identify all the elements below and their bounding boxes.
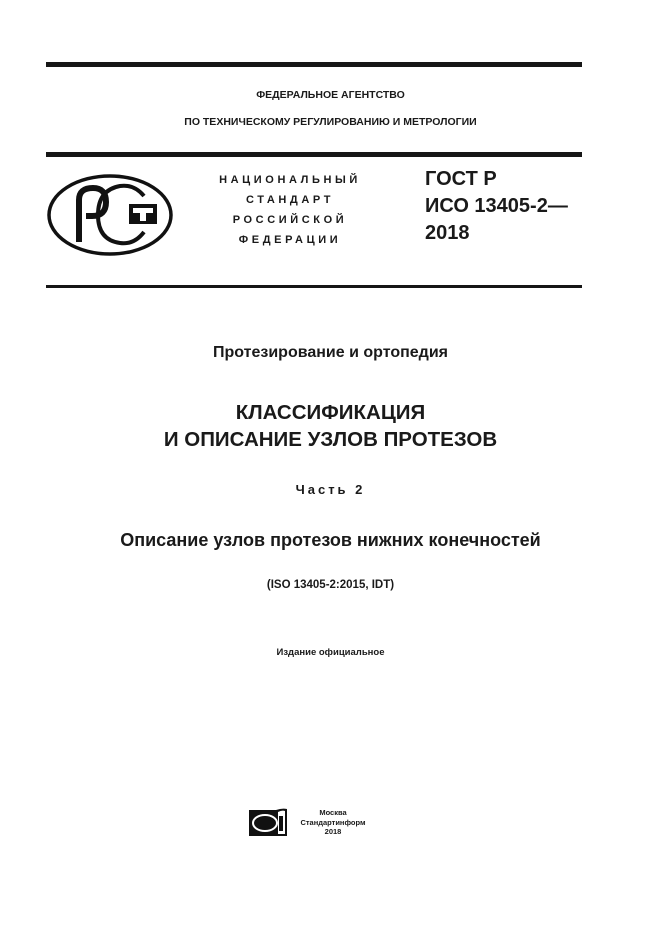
designation-line: 2018 (425, 222, 470, 244)
middle-rule (46, 152, 582, 157)
national-line: НАЦИОНАЛЬНЫЙ (219, 174, 361, 186)
publisher-name: Стандартинформ (300, 817, 366, 827)
top-rule (46, 62, 582, 67)
iso-reference: (ISO 13405-2:2015, IDT) (266, 579, 395, 591)
agency-line-2: ПО ТЕХНИЧЕСКОМУ РЕГУЛИРОВАНИЮ И МЕТРОЛОГИИ (184, 116, 477, 128)
national-line: ФЕДЕРАЦИИ (238, 234, 342, 246)
part-label: Часть 2 (295, 482, 366, 497)
national-line: РОССИЙСКОЙ (232, 214, 348, 226)
main-title (0, 399, 661, 453)
national-line: СТАНДАРТ (245, 194, 335, 206)
national-standard-label (205, 170, 375, 250)
standard-designation (425, 166, 568, 247)
edition-label: Издание официальное (276, 647, 385, 658)
publisher-block (295, 808, 371, 837)
designation-line: ГОСТ Р (425, 168, 497, 190)
gost-r-logo-icon (46, 170, 176, 260)
field-title: Протезирование и ортопедия (213, 344, 448, 361)
subtitle: Описание узлов протезов нижних конечностей (120, 530, 541, 550)
standartinform-logo-icon (248, 807, 288, 837)
main-title-line: И ОПИСАНИЕ УЗЛОВ ПРОТЕЗОВ (163, 428, 498, 451)
designation-line: ИСО 13405-2— (425, 195, 568, 217)
main-title-line: КЛАССИФИКАЦИЯ (235, 401, 426, 424)
agency-line-1: ФЕДЕРАЛЬНОЕ АГЕНТСТВО (256, 89, 405, 101)
publisher-year: 2018 (324, 827, 342, 836)
bottom-rule (46, 285, 582, 288)
publisher-city: Москва (319, 808, 347, 817)
